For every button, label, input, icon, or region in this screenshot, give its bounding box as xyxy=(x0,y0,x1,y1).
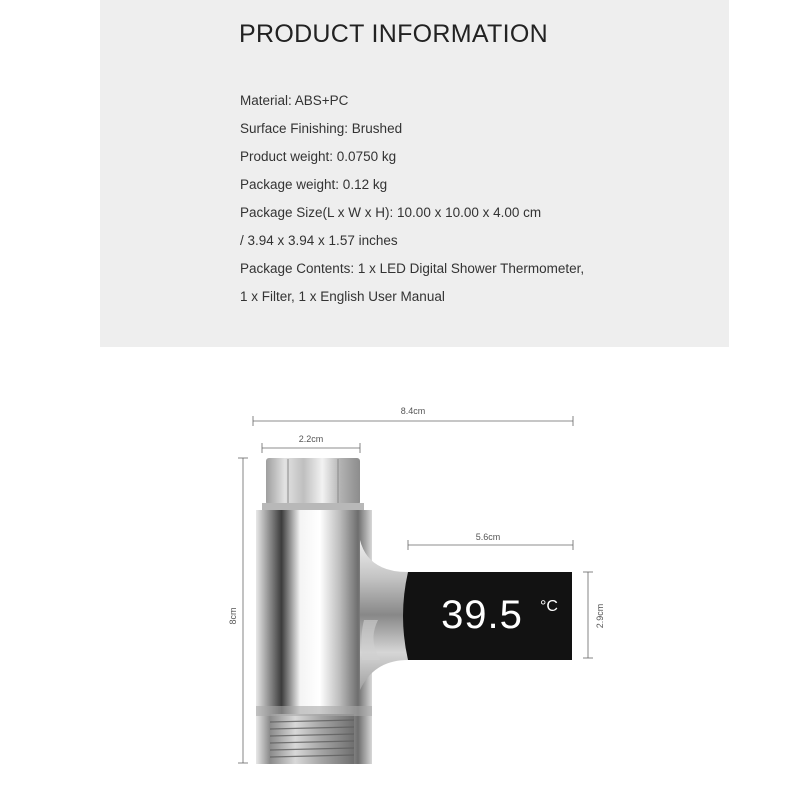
dimension-display-length xyxy=(408,532,573,550)
thermometer-product-image xyxy=(256,458,572,764)
temperature-reading: 39.5 xyxy=(441,593,523,637)
overall-width-label: 8.4cm xyxy=(400,406,426,416)
spec-package-weight: Package weight: 0.12 kg xyxy=(240,177,388,192)
spec-package-contents-cont: 1 x Filter, 1 x English User Manual xyxy=(240,289,445,304)
dimension-display-height xyxy=(583,572,605,658)
hex-nut xyxy=(266,458,360,505)
dimension-nut-width xyxy=(262,434,360,453)
spec-material: Material: ABS+PC xyxy=(240,93,349,108)
overall-height-label: 8cm xyxy=(228,607,238,625)
display-height-label: 2.9cm xyxy=(595,603,605,629)
product-info-title: PRODUCT INFORMATION xyxy=(239,20,548,48)
spec-package-contents: Package Contents: 1 x LED Digital Shower Thermometer, xyxy=(240,261,585,276)
dimension-overall-width xyxy=(253,406,573,426)
product-info-panel xyxy=(100,0,729,347)
spec-product-weight: Product weight: 0.0750 kg xyxy=(240,149,397,164)
spec-package-size-inches: / 3.94 x 3.94 x 1.57 inches xyxy=(240,233,398,248)
spec-surface-finishing: Surface Finishing: Brushed xyxy=(240,121,403,136)
nut-width-label: 2.2cm xyxy=(298,434,324,444)
spec-package-size: Package Size(L x W x H): 10.00 x 10.00 x 4.00 cm xyxy=(240,205,542,220)
temperature-unit: °C xyxy=(540,598,558,615)
display-length-label: 5.6cm xyxy=(475,532,501,542)
product-dimension-diagram xyxy=(0,347,800,800)
dimension-overall-height xyxy=(228,458,248,763)
